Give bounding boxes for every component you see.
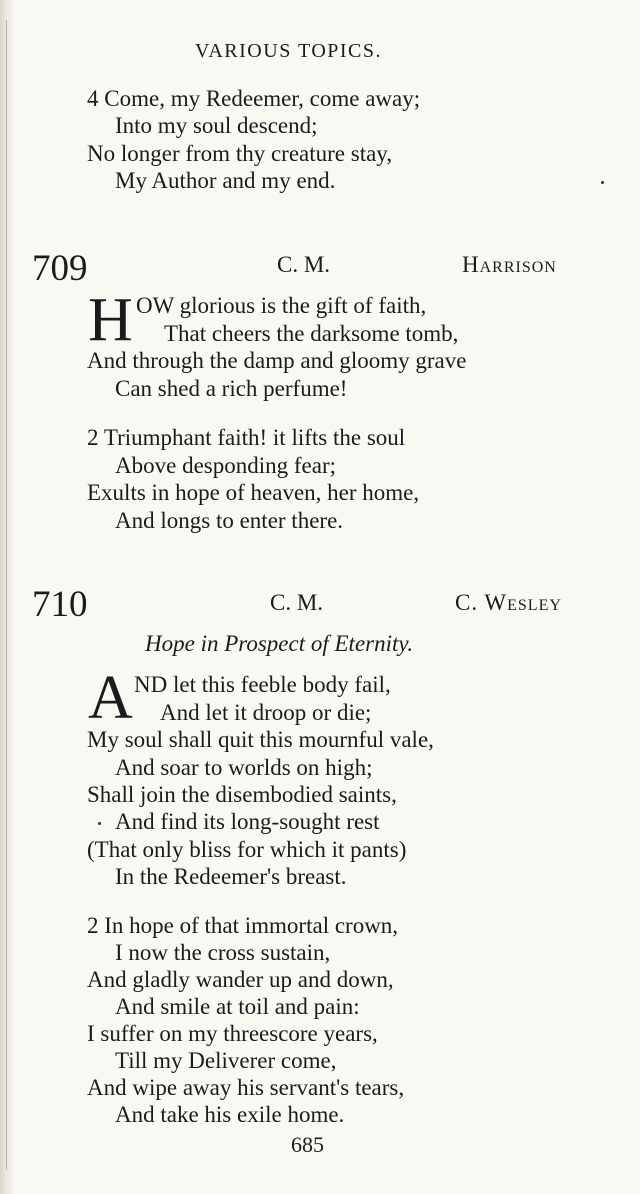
verse-line: My Author and my end. [115,168,336,193]
verse-line: Till my Deliverer come, [115,1048,337,1073]
verse-line: That cheers the darksome tomb, [164,321,459,346]
verse-line: And take his exile home. [115,1102,345,1127]
verse-line: Can shed a rich perfume! [115,376,348,401]
page-number: 685 [291,1132,324,1157]
page-binding-edge [0,0,14,1194]
hymn-meter: C. M. [270,590,324,615]
verse-line: ND let this feeble body fail, [134,672,391,697]
verse-line: And gladly wander up and down, [87,967,394,992]
verse-line: And soar to worlds on high; [115,755,373,780]
verse-line: And smile at toil and pain: [115,994,360,1019]
verse-line: I suffer on my threescore years, [87,1021,378,1046]
verse-line: I now the cross sustain, [115,940,331,965]
verse-line: Shall join the disembodied saints, [87,782,397,807]
verse-line: 4 Come, my Redeemer, come away; [87,86,421,111]
hymn-subtitle: Hope in Prospect of Eternity. [145,631,414,656]
drop-cap: A [88,664,133,732]
verse-line: In the Redeemer's breast. [115,864,347,889]
drop-cap: H [88,286,133,354]
ink-speck [98,822,101,825]
hymn-tune: C. Wesley [455,590,562,615]
verse-line: And let it droop or die; [160,700,372,725]
verse-line: Into my soul descend; [115,113,318,138]
verse-line: And wipe away his servant's tears, [87,1075,405,1100]
verse-line: (That only bliss for which it pants) [87,837,407,862]
verse-line: And through the damp and gloomy grave [87,348,467,373]
verse-line: And find its long-sought rest [115,809,380,834]
hymn-number: 709 [32,248,88,289]
verse-line: 2 In hope of that immortal crown, [87,913,399,938]
verse-line: My soul shall quit this mournful vale, [87,727,434,752]
verse-line: And longs to enter there. [115,508,344,533]
hymn-tune: Harrison [462,252,557,277]
ink-speck [601,181,604,184]
verse-line: Above desponding fear; [115,453,336,478]
hymn-meter: C. M. [277,252,331,277]
verse-line: 2 Triumphant faith! it lifts the soul [87,425,406,450]
running-header: VARIOUS TOPICS. [195,40,383,62]
hymn-number: 710 [32,584,88,625]
verse-line: Exults in hope of heaven, her home, [87,480,420,505]
verse-line: OW glorious is the gift of faith, [136,293,427,318]
verse-line: No longer from thy creature stay, [87,141,393,166]
